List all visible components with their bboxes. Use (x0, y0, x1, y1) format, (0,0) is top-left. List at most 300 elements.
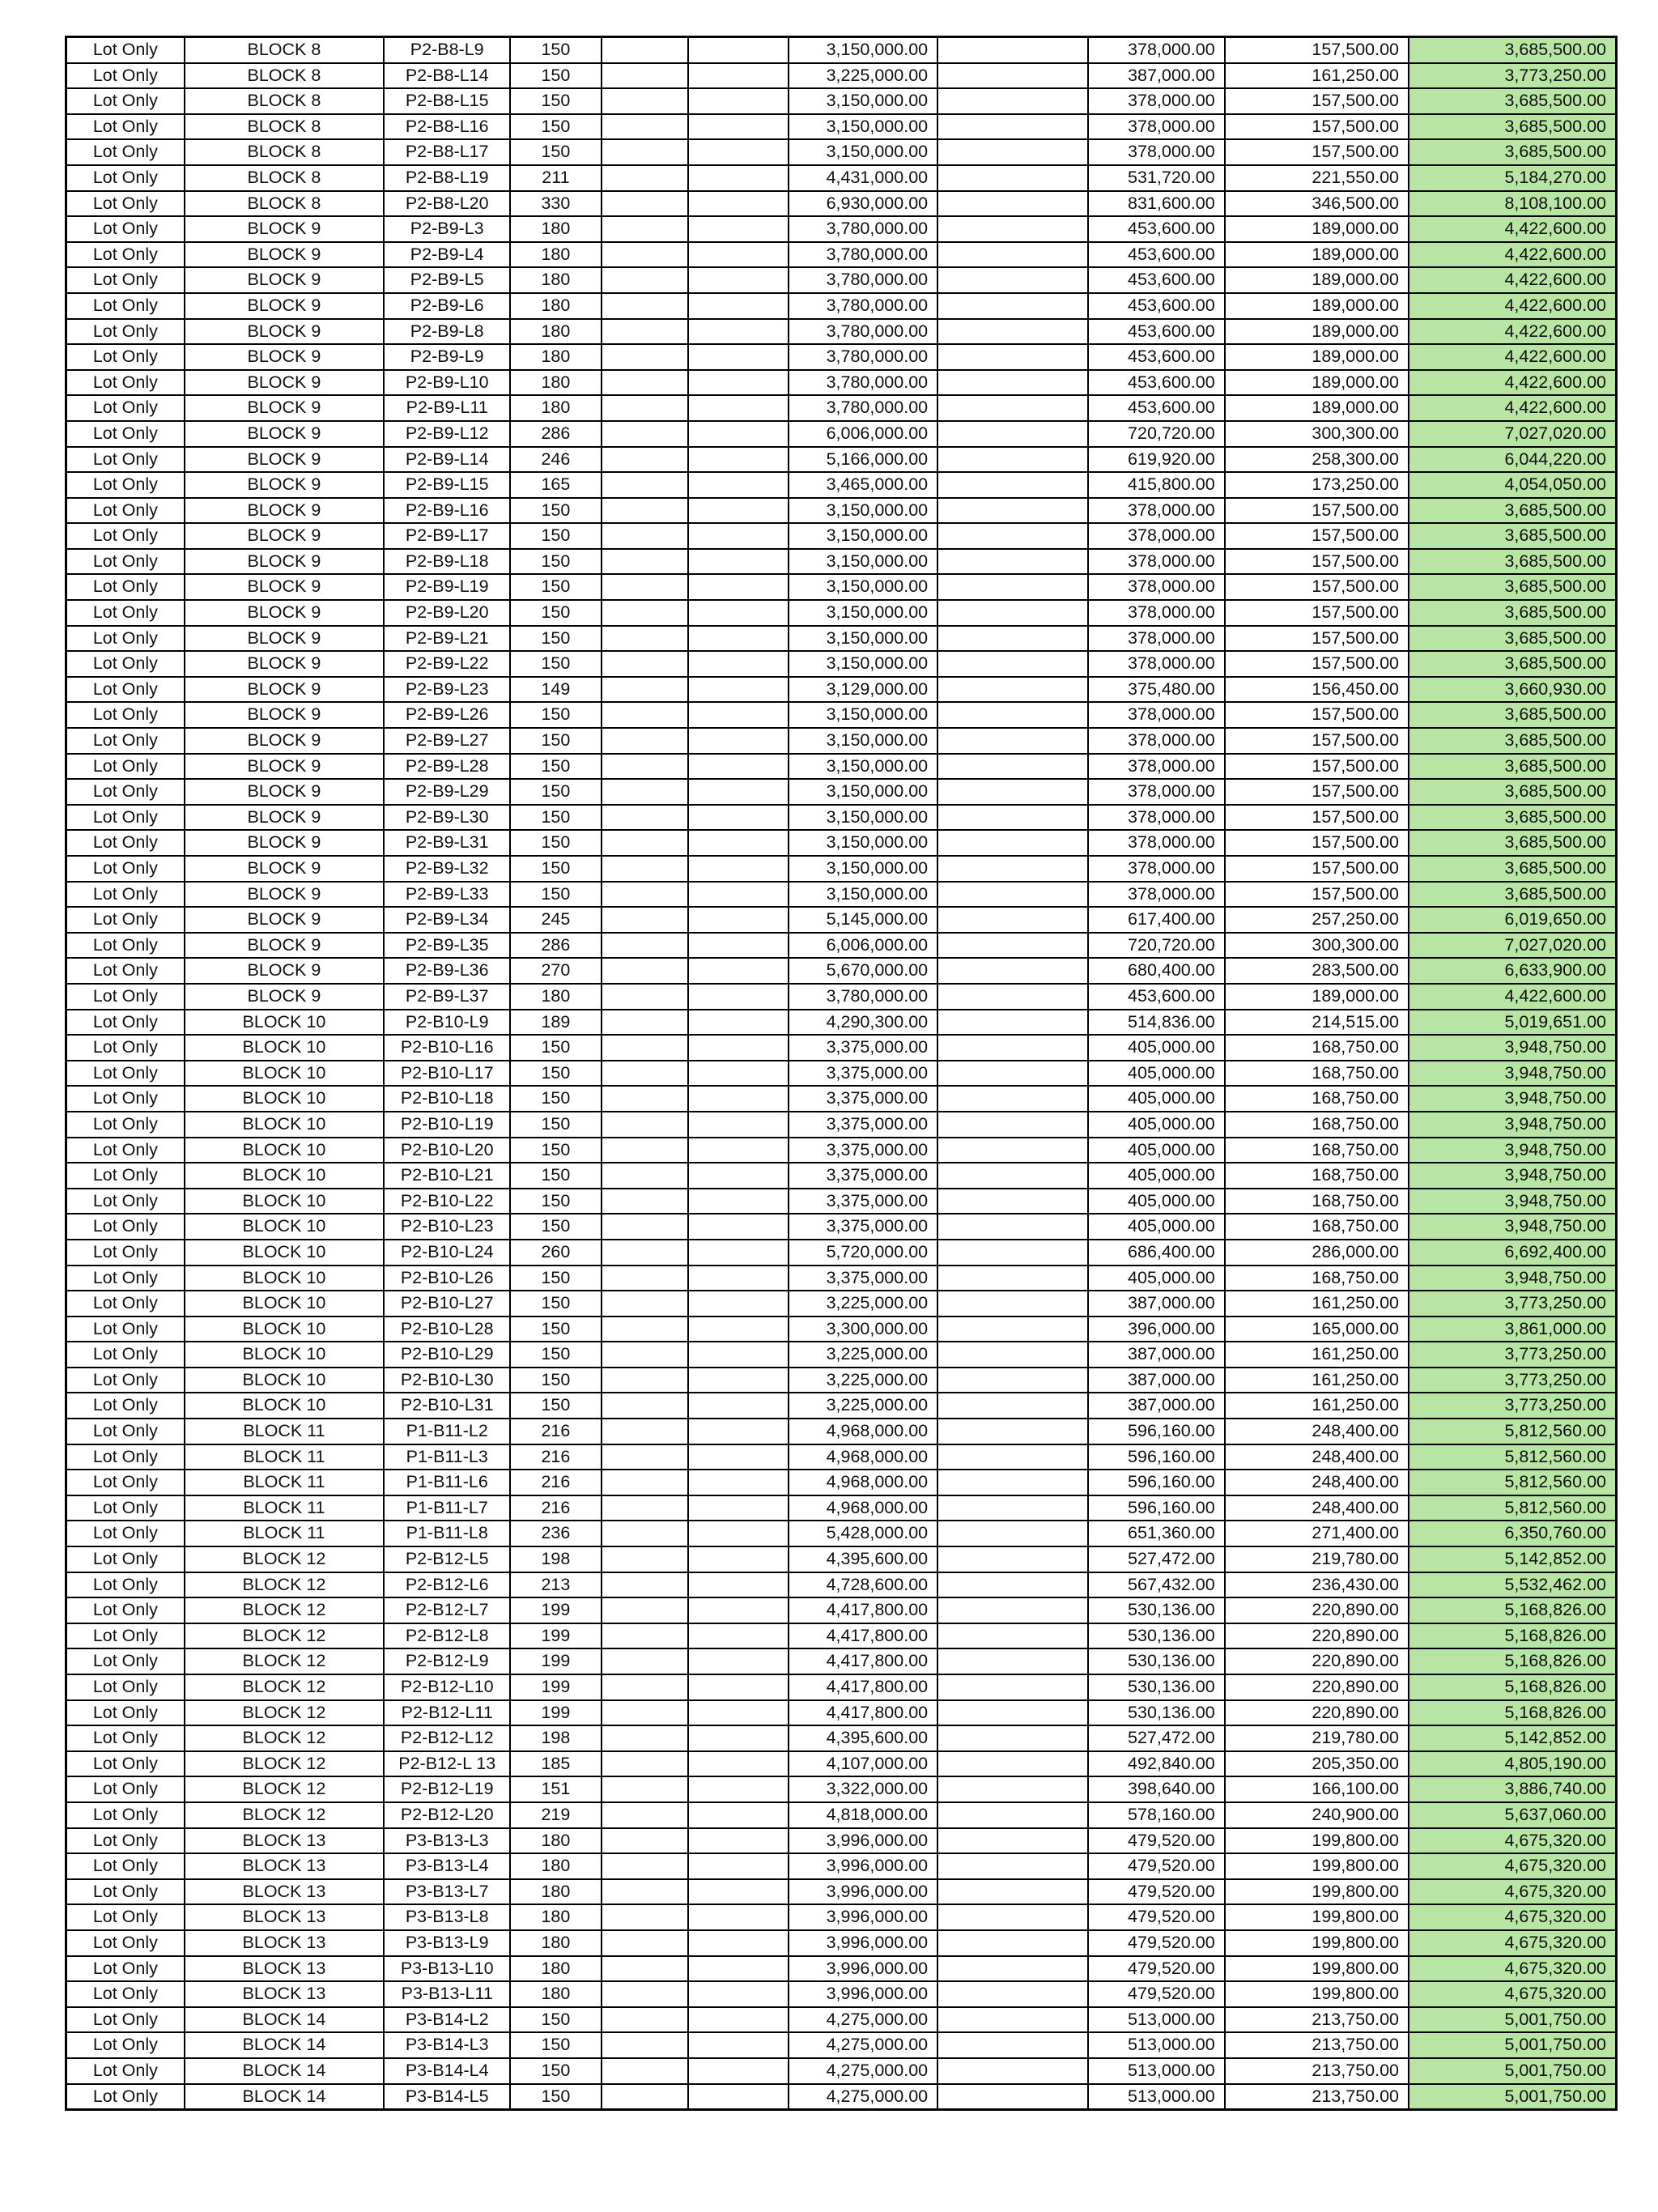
lot-code-cell[interactable]: P2-B12-L6 (384, 1572, 510, 1598)
blank-cell[interactable] (688, 1112, 789, 1138)
lot-code-cell[interactable]: P2-B9-L30 (384, 805, 510, 831)
vat-cell[interactable]: 596,160.00 (1088, 1495, 1224, 1521)
lot-type-cell[interactable]: Lot Only (66, 421, 185, 447)
blank-cell[interactable] (688, 626, 789, 652)
total-price-cell[interactable]: 3,685,500.00 (1409, 651, 1617, 677)
vat-cell[interactable]: 530,136.00 (1088, 1648, 1224, 1674)
lot-type-cell[interactable]: Lot Only (66, 1342, 185, 1368)
lot-code-cell[interactable]: P2-B10-L20 (384, 1138, 510, 1163)
total-price-cell[interactable]: 4,675,320.00 (1409, 1981, 1617, 2007)
lot-type-cell[interactable]: Lot Only (66, 1444, 185, 1470)
vat-cell[interactable]: 453,600.00 (1088, 242, 1224, 268)
block-cell[interactable]: BLOCK 11 (185, 1495, 384, 1521)
blank-cell[interactable] (602, 523, 688, 549)
blank-cell[interactable] (688, 1725, 789, 1751)
vat-cell[interactable]: 479,520.00 (1088, 1930, 1224, 1956)
lot-type-cell[interactable]: Lot Only (66, 1061, 185, 1087)
price-cell[interactable]: 4,417,800.00 (789, 1597, 937, 1623)
area-cell[interactable]: 150 (510, 1112, 601, 1138)
blank-cell[interactable] (688, 805, 789, 831)
fee-cell[interactable]: 220,890.00 (1225, 1674, 1409, 1700)
blank-cell[interactable] (688, 1342, 789, 1368)
fee-cell[interactable]: 189,000.00 (1225, 319, 1409, 345)
lot-code-cell[interactable]: P1-B11-L8 (384, 1521, 510, 1546)
fee-cell[interactable]: 157,500.00 (1225, 830, 1409, 856)
blank-cell[interactable] (937, 1240, 1088, 1266)
fee-cell[interactable]: 258,300.00 (1225, 447, 1409, 473)
vat-cell[interactable]: 453,600.00 (1088, 293, 1224, 319)
blank-cell[interactable] (602, 2007, 688, 2033)
blank-cell[interactable] (937, 830, 1088, 856)
lot-type-cell[interactable]: Lot Only (66, 523, 185, 549)
blank-cell[interactable] (602, 882, 688, 908)
area-cell[interactable]: 150 (510, 1393, 601, 1419)
fee-cell[interactable]: 157,500.00 (1225, 498, 1409, 524)
blank-cell[interactable] (602, 1240, 688, 1266)
area-cell[interactable]: 180 (510, 370, 601, 396)
total-price-cell[interactable]: 3,685,500.00 (1409, 626, 1617, 652)
total-price-cell[interactable]: 3,685,500.00 (1409, 805, 1617, 831)
lot-type-cell[interactable]: Lot Only (66, 447, 185, 473)
blank-cell[interactable] (602, 1419, 688, 1444)
block-cell[interactable]: BLOCK 10 (185, 1317, 384, 1342)
blank-cell[interactable] (937, 958, 1088, 984)
price-cell[interactable]: 4,968,000.00 (789, 1470, 937, 1495)
blank-cell[interactable] (688, 907, 789, 933)
blank-cell[interactable] (688, 1956, 789, 1982)
area-cell[interactable]: 216 (510, 1419, 601, 1444)
price-cell[interactable]: 3,150,000.00 (789, 574, 937, 600)
total-price-cell[interactable]: 6,350,760.00 (1409, 1521, 1617, 1546)
lot-type-cell[interactable]: Lot Only (66, 856, 185, 882)
area-cell[interactable]: 180 (510, 267, 601, 293)
fee-cell[interactable]: 161,250.00 (1225, 1368, 1409, 1393)
area-cell[interactable]: 150 (510, 1061, 601, 1087)
blank-cell[interactable] (602, 1904, 688, 1930)
blank-cell[interactable] (937, 1853, 1088, 1879)
fee-cell[interactable]: 220,890.00 (1225, 1623, 1409, 1649)
price-cell[interactable]: 3,322,000.00 (789, 1776, 937, 1802)
vat-cell[interactable]: 680,400.00 (1088, 958, 1224, 984)
blank-cell[interactable] (937, 856, 1088, 882)
vat-cell[interactable]: 378,000.00 (1088, 728, 1224, 754)
blank-cell[interactable] (602, 1623, 688, 1649)
fee-cell[interactable]: 199,800.00 (1225, 1879, 1409, 1905)
area-cell[interactable]: 180 (510, 1981, 601, 2007)
fee-cell[interactable]: 248,400.00 (1225, 1444, 1409, 1470)
total-price-cell[interactable]: 5,184,270.00 (1409, 165, 1617, 191)
total-price-cell[interactable]: 5,168,826.00 (1409, 1700, 1617, 1726)
fee-cell[interactable]: 157,500.00 (1225, 702, 1409, 728)
total-price-cell[interactable]: 3,948,750.00 (1409, 1086, 1617, 1112)
vat-cell[interactable]: 405,000.00 (1088, 1061, 1224, 1087)
area-cell[interactable]: 245 (510, 907, 601, 933)
blank-cell[interactable] (937, 574, 1088, 600)
fee-cell[interactable]: 220,890.00 (1225, 1597, 1409, 1623)
lot-type-cell[interactable]: Lot Only (66, 1291, 185, 1317)
lot-code-cell[interactable]: P2-B12-L19 (384, 1776, 510, 1802)
vat-cell[interactable]: 479,520.00 (1088, 1981, 1224, 2007)
fee-cell[interactable]: 220,890.00 (1225, 1648, 1409, 1674)
lot-code-cell[interactable]: P2-B9-L11 (384, 395, 510, 421)
block-cell[interactable]: BLOCK 9 (185, 779, 384, 805)
blank-cell[interactable] (688, 88, 789, 114)
lot-type-cell[interactable]: Lot Only (66, 1266, 185, 1291)
blank-cell[interactable] (602, 677, 688, 703)
total-price-cell[interactable]: 4,422,600.00 (1409, 370, 1617, 396)
price-cell[interactable]: 3,996,000.00 (789, 1981, 937, 2007)
lot-code-cell[interactable]: P2-B12-L20 (384, 1802, 510, 1828)
vat-cell[interactable]: 578,160.00 (1088, 1802, 1224, 1828)
area-cell[interactable]: 150 (510, 1035, 601, 1061)
lot-type-cell[interactable]: Lot Only (66, 1368, 185, 1393)
fee-cell[interactable]: 189,000.00 (1225, 984, 1409, 1010)
price-cell[interactable]: 4,107,000.00 (789, 1751, 937, 1777)
area-cell[interactable]: 216 (510, 1495, 601, 1521)
block-cell[interactable]: BLOCK 10 (185, 1112, 384, 1138)
lot-code-cell[interactable]: P2-B10-L21 (384, 1163, 510, 1189)
area-cell[interactable]: 180 (510, 1879, 601, 1905)
blank-cell[interactable] (937, 1751, 1088, 1777)
lot-code-cell[interactable]: P2-B10-L16 (384, 1035, 510, 1061)
lot-type-cell[interactable]: Lot Only (66, 2058, 185, 2084)
lot-code-cell[interactable]: P2-B8-L14 (384, 63, 510, 89)
vat-cell[interactable]: 378,000.00 (1088, 651, 1224, 677)
blank-cell[interactable] (602, 1776, 688, 1802)
blank-cell[interactable] (937, 1700, 1088, 1726)
area-cell[interactable]: 150 (510, 1214, 601, 1240)
lot-code-cell[interactable]: P2-B10-L27 (384, 1291, 510, 1317)
vat-cell[interactable]: 378,000.00 (1088, 702, 1224, 728)
vat-cell[interactable]: 396,000.00 (1088, 1317, 1224, 1342)
blank-cell[interactable] (602, 191, 688, 217)
total-price-cell[interactable]: 3,685,500.00 (1409, 600, 1617, 626)
blank-cell[interactable] (688, 114, 789, 140)
area-cell[interactable]: 199 (510, 1648, 601, 1674)
blank-cell[interactable] (937, 1214, 1088, 1240)
blank-cell[interactable] (688, 1035, 789, 1061)
blank-cell[interactable] (937, 523, 1088, 549)
block-cell[interactable]: BLOCK 8 (185, 139, 384, 165)
blank-cell[interactable] (688, 1853, 789, 1879)
blank-cell[interactable] (602, 2058, 688, 2084)
lot-code-cell[interactable]: P2-B9-L33 (384, 882, 510, 908)
area-cell[interactable]: 180 (510, 293, 601, 319)
blank-cell[interactable] (602, 1214, 688, 1240)
block-cell[interactable]: BLOCK 10 (185, 1214, 384, 1240)
blank-cell[interactable] (937, 1956, 1088, 1982)
total-price-cell[interactable]: 4,422,600.00 (1409, 344, 1617, 370)
price-cell[interactable]: 3,375,000.00 (789, 1138, 937, 1163)
total-price-cell[interactable]: 4,675,320.00 (1409, 1828, 1617, 1854)
blank-cell[interactable] (688, 549, 789, 575)
area-cell[interactable]: 150 (510, 88, 601, 114)
area-cell[interactable]: 150 (510, 2084, 601, 2110)
vat-cell[interactable]: 513,000.00 (1088, 2032, 1224, 2058)
vat-cell[interactable]: 479,520.00 (1088, 1853, 1224, 1879)
lot-type-cell[interactable]: Lot Only (66, 37, 185, 63)
fee-cell[interactable]: 189,000.00 (1225, 293, 1409, 319)
block-cell[interactable]: BLOCK 10 (185, 1393, 384, 1419)
block-cell[interactable]: BLOCK 10 (185, 1266, 384, 1291)
blank-cell[interactable] (937, 293, 1088, 319)
area-cell[interactable]: 213 (510, 1572, 601, 1598)
total-price-cell[interactable]: 3,685,500.00 (1409, 498, 1617, 524)
vat-cell[interactable]: 530,136.00 (1088, 1674, 1224, 1700)
lot-type-cell[interactable]: Lot Only (66, 830, 185, 856)
blank-cell[interactable] (602, 1266, 688, 1291)
price-cell[interactable]: 3,375,000.00 (789, 1266, 937, 1291)
area-cell[interactable]: 150 (510, 1291, 601, 1317)
blank-cell[interactable] (688, 319, 789, 345)
fee-cell[interactable]: 189,000.00 (1225, 395, 1409, 421)
vat-cell[interactable]: 378,000.00 (1088, 549, 1224, 575)
blank-cell[interactable] (602, 267, 688, 293)
total-price-cell[interactable]: 7,027,020.00 (1409, 421, 1617, 447)
price-cell[interactable]: 3,780,000.00 (789, 984, 937, 1010)
block-cell[interactable]: BLOCK 8 (185, 114, 384, 140)
lot-type-cell[interactable]: Lot Only (66, 651, 185, 677)
fee-cell[interactable]: 157,500.00 (1225, 805, 1409, 831)
fee-cell[interactable]: 257,250.00 (1225, 907, 1409, 933)
fee-cell[interactable]: 248,400.00 (1225, 1470, 1409, 1495)
blank-cell[interactable] (688, 472, 789, 498)
area-cell[interactable]: 150 (510, 651, 601, 677)
blank-cell[interactable] (602, 1138, 688, 1163)
vat-cell[interactable]: 387,000.00 (1088, 1342, 1224, 1368)
vat-cell[interactable]: 453,600.00 (1088, 267, 1224, 293)
price-cell[interactable]: 4,818,000.00 (789, 1802, 937, 1828)
block-cell[interactable]: BLOCK 10 (185, 1061, 384, 1087)
block-cell[interactable]: BLOCK 9 (185, 882, 384, 908)
area-cell[interactable]: 286 (510, 421, 601, 447)
price-cell[interactable]: 3,150,000.00 (789, 498, 937, 524)
block-cell[interactable]: BLOCK 9 (185, 958, 384, 984)
vat-cell[interactable]: 405,000.00 (1088, 1189, 1224, 1214)
lot-type-cell[interactable]: Lot Only (66, 1853, 185, 1879)
vat-cell[interactable]: 479,520.00 (1088, 1828, 1224, 1854)
lot-code-cell[interactable]: P2-B9-L6 (384, 293, 510, 319)
blank-cell[interactable] (937, 651, 1088, 677)
blank-cell[interactable] (602, 1470, 688, 1495)
lot-type-cell[interactable]: Lot Only (66, 1546, 185, 1572)
lot-code-cell[interactable]: P2-B9-L35 (384, 933, 510, 959)
price-cell[interactable]: 3,150,000.00 (789, 702, 937, 728)
price-cell[interactable]: 3,996,000.00 (789, 1853, 937, 1879)
total-price-cell[interactable]: 3,685,500.00 (1409, 830, 1617, 856)
area-cell[interactable]: 180 (510, 1930, 601, 1956)
blank-cell[interactable] (937, 728, 1088, 754)
fee-cell[interactable]: 248,400.00 (1225, 1495, 1409, 1521)
block-cell[interactable]: BLOCK 12 (185, 1572, 384, 1598)
blank-cell[interactable] (688, 1572, 789, 1598)
area-cell[interactable]: 150 (510, 2032, 601, 2058)
total-price-cell[interactable]: 3,685,500.00 (1409, 549, 1617, 575)
fee-cell[interactable]: 157,500.00 (1225, 779, 1409, 805)
lot-code-cell[interactable]: P1-B11-L2 (384, 1419, 510, 1444)
lot-code-cell[interactable]: P2-B9-L19 (384, 574, 510, 600)
block-cell[interactable]: BLOCK 9 (185, 907, 384, 933)
blank-cell[interactable] (602, 1802, 688, 1828)
vat-cell[interactable]: 527,472.00 (1088, 1546, 1224, 1572)
block-cell[interactable]: BLOCK 9 (185, 830, 384, 856)
area-cell[interactable]: 236 (510, 1521, 601, 1546)
total-price-cell[interactable]: 3,773,250.00 (1409, 1368, 1617, 1393)
blank-cell[interactable] (937, 63, 1088, 89)
fee-cell[interactable]: 219,780.00 (1225, 1725, 1409, 1751)
blank-cell[interactable] (688, 1061, 789, 1087)
blank-cell[interactable] (602, 1521, 688, 1546)
blank-cell[interactable] (937, 1086, 1088, 1112)
lot-code-cell[interactable]: P2-B9-L23 (384, 677, 510, 703)
blank-cell[interactable] (937, 319, 1088, 345)
blank-cell[interactable] (688, 1648, 789, 1674)
fee-cell[interactable]: 168,750.00 (1225, 1189, 1409, 1214)
block-cell[interactable]: BLOCK 9 (185, 447, 384, 473)
blank-cell[interactable] (602, 139, 688, 165)
block-cell[interactable]: BLOCK 9 (185, 754, 384, 780)
price-cell[interactable]: 4,417,800.00 (789, 1700, 937, 1726)
block-cell[interactable]: BLOCK 9 (185, 242, 384, 268)
vat-cell[interactable]: 378,000.00 (1088, 754, 1224, 780)
lot-type-cell[interactable]: Lot Only (66, 139, 185, 165)
blank-cell[interactable] (602, 1879, 688, 1905)
price-cell[interactable]: 3,996,000.00 (789, 1930, 937, 1956)
area-cell[interactable]: 180 (510, 242, 601, 268)
lot-code-cell[interactable]: P2-B9-L10 (384, 370, 510, 396)
lot-code-cell[interactable]: P2-B10-L29 (384, 1342, 510, 1368)
lot-type-cell[interactable]: Lot Only (66, 933, 185, 959)
block-cell[interactable]: BLOCK 9 (185, 344, 384, 370)
fee-cell[interactable]: 220,890.00 (1225, 1700, 1409, 1726)
price-cell[interactable]: 3,780,000.00 (789, 293, 937, 319)
blank-cell[interactable] (688, 447, 789, 473)
block-cell[interactable]: BLOCK 12 (185, 1623, 384, 1649)
area-cell[interactable]: 180 (510, 344, 601, 370)
blank-cell[interactable] (937, 1597, 1088, 1623)
blank-cell[interactable] (937, 1802, 1088, 1828)
fee-cell[interactable]: 157,500.00 (1225, 549, 1409, 575)
price-cell[interactable]: 3,150,000.00 (789, 779, 937, 805)
price-cell[interactable]: 3,375,000.00 (789, 1086, 937, 1112)
total-price-cell[interactable]: 3,685,500.00 (1409, 88, 1617, 114)
blank-cell[interactable] (688, 856, 789, 882)
price-cell[interactable]: 3,129,000.00 (789, 677, 937, 703)
block-cell[interactable]: BLOCK 14 (185, 2007, 384, 2033)
block-cell[interactable]: BLOCK 10 (185, 1342, 384, 1368)
price-cell[interactable]: 3,225,000.00 (789, 1368, 937, 1393)
block-cell[interactable]: BLOCK 10 (185, 1291, 384, 1317)
fee-cell[interactable]: 300,300.00 (1225, 933, 1409, 959)
area-cell[interactable]: 150 (510, 702, 601, 728)
total-price-cell[interactable]: 5,019,651.00 (1409, 1010, 1617, 1036)
lot-type-cell[interactable]: Lot Only (66, 1138, 185, 1163)
total-price-cell[interactable]: 5,812,560.00 (1409, 1470, 1617, 1495)
blank-cell[interactable] (937, 447, 1088, 473)
blank-cell[interactable] (602, 1010, 688, 1036)
area-cell[interactable]: 216 (510, 1444, 601, 1470)
price-cell[interactable]: 3,150,000.00 (789, 139, 937, 165)
blank-cell[interactable] (688, 1163, 789, 1189)
blank-cell[interactable] (688, 37, 789, 63)
fee-cell[interactable]: 157,500.00 (1225, 574, 1409, 600)
blank-cell[interactable] (937, 549, 1088, 575)
blank-cell[interactable] (602, 37, 688, 63)
price-cell[interactable]: 5,670,000.00 (789, 958, 937, 984)
blank-cell[interactable] (688, 702, 789, 728)
lot-code-cell[interactable]: P2-B9-L37 (384, 984, 510, 1010)
lot-code-cell[interactable]: P2-B10-L18 (384, 1086, 510, 1112)
area-cell[interactable]: 180 (510, 1853, 601, 1879)
block-cell[interactable]: BLOCK 9 (185, 805, 384, 831)
blank-cell[interactable] (602, 1956, 688, 1982)
area-cell[interactable]: 150 (510, 882, 601, 908)
vat-cell[interactable]: 453,600.00 (1088, 370, 1224, 396)
blank-cell[interactable] (688, 216, 789, 242)
total-price-cell[interactable]: 3,948,750.00 (1409, 1266, 1617, 1291)
blank-cell[interactable] (602, 2032, 688, 2058)
blank-cell[interactable] (602, 1828, 688, 1854)
lot-type-cell[interactable]: Lot Only (66, 242, 185, 268)
fee-cell[interactable]: 168,750.00 (1225, 1112, 1409, 1138)
price-cell[interactable]: 4,417,800.00 (789, 1674, 937, 1700)
lot-type-cell[interactable]: Lot Only (66, 1930, 185, 1956)
fee-cell[interactable]: 165,000.00 (1225, 1317, 1409, 1342)
total-price-cell[interactable]: 6,633,900.00 (1409, 958, 1617, 984)
blank-cell[interactable] (602, 1725, 688, 1751)
area-cell[interactable]: 165 (510, 472, 601, 498)
blank-cell[interactable] (688, 1981, 789, 2007)
price-cell[interactable]: 3,780,000.00 (789, 370, 937, 396)
blank-cell[interactable] (602, 1572, 688, 1598)
blank-cell[interactable] (937, 779, 1088, 805)
price-cell[interactable]: 3,780,000.00 (789, 216, 937, 242)
lot-code-cell[interactable]: P1-B11-L6 (384, 1470, 510, 1495)
area-cell[interactable]: 199 (510, 1597, 601, 1623)
total-price-cell[interactable]: 3,861,000.00 (1409, 1317, 1617, 1342)
blank-cell[interactable] (602, 1751, 688, 1777)
area-cell[interactable]: 150 (510, 754, 601, 780)
blank-cell[interactable] (688, 574, 789, 600)
blank-cell[interactable] (602, 447, 688, 473)
blank-cell[interactable] (937, 1572, 1088, 1598)
area-cell[interactable]: 198 (510, 1725, 601, 1751)
price-cell[interactable]: 3,375,000.00 (789, 1112, 937, 1138)
vat-cell[interactable]: 415,800.00 (1088, 472, 1224, 498)
block-cell[interactable]: BLOCK 10 (185, 1189, 384, 1214)
lot-code-cell[interactable]: P2-B9-L29 (384, 779, 510, 805)
total-price-cell[interactable]: 3,948,750.00 (1409, 1112, 1617, 1138)
blank-cell[interactable] (688, 1700, 789, 1726)
lot-type-cell[interactable]: Lot Only (66, 600, 185, 626)
total-price-cell[interactable]: 7,027,020.00 (1409, 933, 1617, 959)
block-cell[interactable]: BLOCK 13 (185, 1879, 384, 1905)
lot-type-cell[interactable]: Lot Only (66, 1419, 185, 1444)
vat-cell[interactable]: 378,000.00 (1088, 626, 1224, 652)
area-cell[interactable]: 150 (510, 574, 601, 600)
total-price-cell[interactable]: 5,168,826.00 (1409, 1597, 1617, 1623)
vat-cell[interactable]: 378,000.00 (1088, 139, 1224, 165)
fee-cell[interactable]: 283,500.00 (1225, 958, 1409, 984)
vat-cell[interactable]: 378,000.00 (1088, 498, 1224, 524)
lot-code-cell[interactable]: P2-B8-L9 (384, 37, 510, 63)
blank-cell[interactable] (937, 1368, 1088, 1393)
total-price-cell[interactable]: 5,001,750.00 (1409, 2007, 1617, 2033)
area-cell[interactable]: 150 (510, 2058, 601, 2084)
total-price-cell[interactable]: 4,422,600.00 (1409, 395, 1617, 421)
price-cell[interactable]: 3,150,000.00 (789, 728, 937, 754)
price-cell[interactable]: 4,395,600.00 (789, 1725, 937, 1751)
